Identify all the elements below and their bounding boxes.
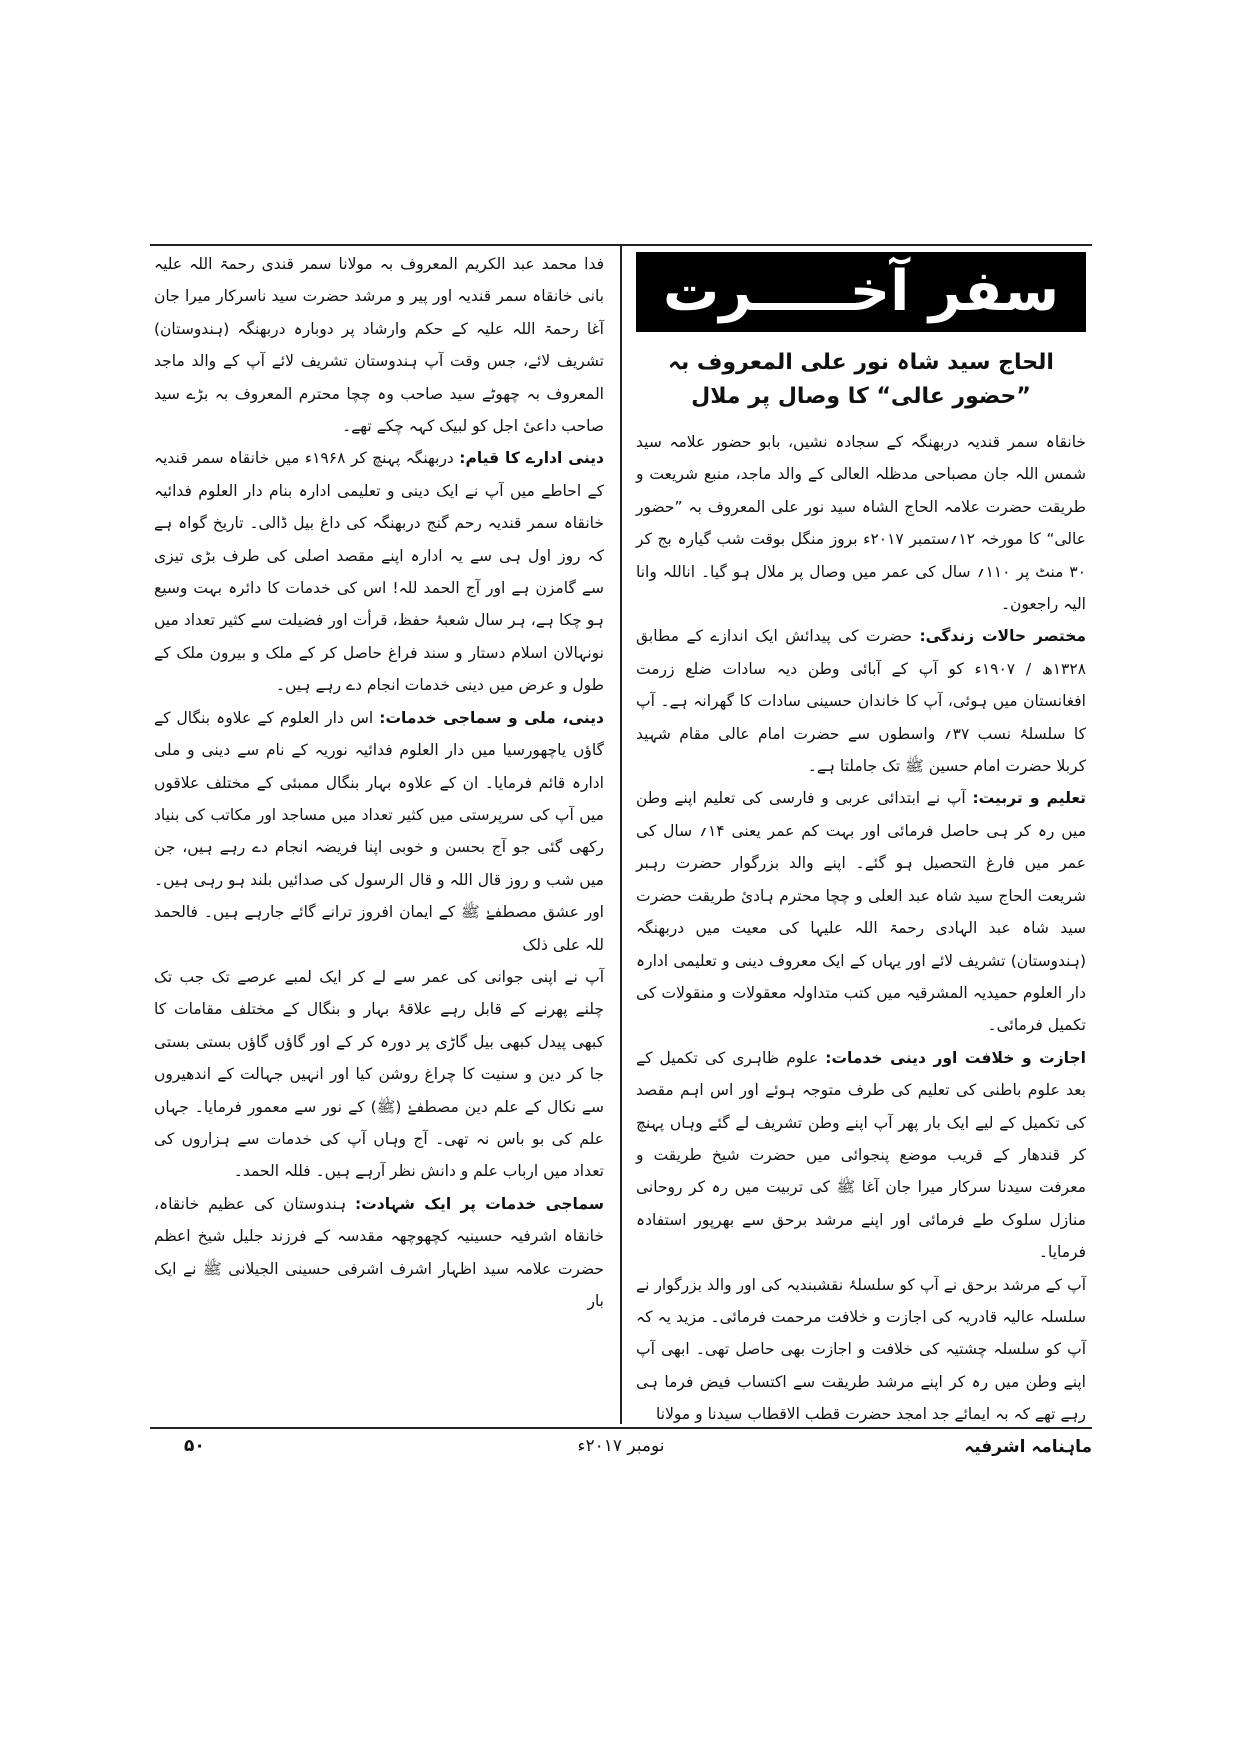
- section-heading: سماجی خدمات پر ایک شہادت:: [355, 1194, 604, 1213]
- paragraph-text: اس دار العلوم کے علاوہ بنگال کے گاؤں یاچھورسیا میں دار العلوم فدائیہ نوریہ کے نام سے دینی و ملی ادارہ قائم فرمایا۔ ان کے علاوہ بہار بنگال ممبئی کے مختلف علاقوں میں آپ کی سرپرستی میں کثیر تعداد میں مساجد اور مکاتب کی بنیاد رکھی گئی جو آج بحسن و خوبی اپنا فریضہ انجام دے رہے ہیں، جن میں شب و روز قال اللہ و قال الرسول کی صدائیں بلند ہو رہی ہیں۔ اور عشق مصطفےٰ ﷺ کے ایمان افروز ترانے گائے جارہے ہیں۔ فالحمد للہ علی ذلک: [154, 708, 604, 954]
- column-divider: [620, 244, 622, 1424]
- article-subtitle: الحاج سید شاہ نور علی المعروف بہ ”حضور عالی“ کا وصال پر ملال: [668, 350, 1054, 409]
- paragraph: [636, 782, 1086, 1041]
- paragraph-text: آپ کے مرشد برحق نے آپ کو سلسلۂ نقشبندیہ کی اور والد بزرگوار نے سلسلہ عالیہ قادریہ کی اجازت و خلافت مرحمت فرمائی۔ مزید یہ کہ آپ کو سلسلہ چشتیہ کی خلافت و اجازت بھی حاصل تھی۔ ابھی آپ اپنے وطن میں رہ کر اپنے مرشد طریقت سے اکتساب فیض فرما ہی رہے تھے کہ بہ ایمائے جد امجد حضرت قطب الاقطاب سیدنا و مولانا: [636, 1275, 1086, 1424]
- page-number: ۵۰: [184, 1436, 205, 1456]
- paragraph: [154, 442, 604, 701]
- paragraph: [636, 1269, 1086, 1431]
- paragraph-text: ہندوستان کی عظیم خانقاہ، خانقاہ اشرفیہ حسینیہ کچھوچھہ مقدسہ کے فرزند جلیل شیخ اعظم حضرت علامہ سید اظہار اشرف اشرفی حسینی الجیلانی ﷺ نے ایک بار: [154, 1194, 604, 1310]
- paragraph-text: فدا محمد عبد الکریم المعروف بہ مولانا سمر قندی رحمۃ اللہ علیہ بانی خانقاہ سمر قندیہ اور پیر و مرشد حضرت سید ناسرکار میرا جان آغا رحمۃ اللہ علیہ کے حکم وارشاد پر دوبارہ دربھنگہ (ہندوستان) تشریف لائے، جس وقت آپ ہندوستان تشریف لائے آپ کے والد ماجد المعروف بہ چھوٹے سید صاحب وہ چچا محترم المعروف بہ بڑے سید صاحب داعیٔ اجل کو لبیک کہہ چکے تھے۔: [154, 255, 604, 436]
- section-heading: اجازت و خلافت اور دینی خدمات:: [825, 1048, 1086, 1067]
- paragraph: [154, 702, 604, 961]
- paragraph: [636, 1042, 1086, 1269]
- paragraph: [154, 248, 604, 442]
- paragraph-text: آپ نے ابتدائی عربی و فارسی کی تعلیم اپنے وطن میں رہ کر ہی حاصل فرمائی اور بہت کم عمر یعنی ۱۴؍ سال کی عمر میں فارغ التحصیل ہو گئے۔ اپنے والد بزرگوار حضرت رہبر شریعت الحاج سید شاہ عبد العلی و چچا محترم ہادیٔ طریقت حضرت سید شاہ عبد الہادی رحمۃ اللہ علیہا کی معیت میں دربھنگہ (ہندوستان) تشریف لائے اور یہاں کے ایک معروف دینی و تعلیمی ادارہ دار العلوم حمیدیہ المشرقیہ میں کتب متداولہ معقولات و منقولات کی تکمیل فرمائی۔: [636, 789, 1086, 1035]
- paragraph: [636, 426, 1086, 620]
- paragraph: [154, 1188, 604, 1318]
- left-column: [154, 248, 604, 1317]
- issue-date: نومبر ۲۰۱۷ء: [577, 1436, 665, 1456]
- paragraph-text: حضرت کی پیدائش ایک اندازے کے مطابق ۱۳۲۸ھ / ۱۹۰۷ء کو آپ کے آبائی وطن دیہ سادات ضلع زرمت افغانستان میں ہوئی، آپ کا خاندان حسینی سادات کا گھرانہ ہے۔ آپ کا سلسلۂ نسب ۳۷؍ واسطوں سے حضرت امام عالی مقام شہید کربلا حضرت امام حسین ﷺ تک جاملتا ہے۔: [636, 627, 1087, 776]
- paragraph: [154, 961, 604, 1188]
- right-column: [636, 248, 1086, 1431]
- paragraph-text: خانقاہ سمر قندیہ دربھنگہ کے سجادہ نشیں، بابو حضور علامہ سید شمس اللہ جان مصباحی مدظلہ العالی کے والد ماجد، منبع شریعت و طریقت حضرت علامہ الحاج الشاہ سید نور علی المعروف بہ ”حضور عالی“ کا مورخہ ۱۲؍ستمبر ۲۰۱۷ء بروز منگل بوقت شب گیارہ بج کر ۳۰ منٹ پر ۱۱۰؍ سال کی عمر میں وصال پر ملال ہو گیا۔ اناللہ وانا الیہ راجعون۔: [636, 433, 1087, 614]
- article-title: سفر آخـــــرت: [636, 252, 1086, 332]
- paragraph-text: آپ نے اپنی جوانی کی عمر سے لے کر ایک لمبے عرصے تک جب تک چلنے پھرنے کے قابل رہے علاقۂ بہار و بنگال کے مختلف مقامات کا کبھی پیدل کبھی بیل گاڑی پر دورہ کر کے اور گاؤں گاؤں بستی بستی جا کر دین و سنیت کا چراغ روشن کیا اور انہیں جہالت کے اندھیروں سے نکال کے علم دین مصطفےٰ (ﷺ) کے نور سے معمور فرمایا۔ جہاں علم کی بو باس نہ تھی۔ آج وہاں آپ کی خدمات سے ہزاروں کی تعداد میں ارباب علم و دانش نظر آرہے ہیں۔ فللہ الحمد۔: [154, 967, 604, 1181]
- section-heading: مختصر حالات زندگی:: [919, 627, 1086, 646]
- paragraph-text: دربھنگہ پہنچ کر ۱۹۶۸ء میں خانقاہ سمر قندیہ کے احاطے میں آپ نے ایک دینی و تعلیمی ادارہ بنام دار العلوم فدائیہ خانقاہ سمر قندیہ رحم گنج دربھنگہ کی داغ بیل ڈالی۔ تاریخ گواہ ہے کہ روز اول ہی سے یہ ادارہ اپنے مقصد اصلی کی طرف بڑی تیزی سے گامزن ہے اور آج الحمد للہ! اس کی خدمات کا دائرہ بہت وسیع ہو چکا ہے، ہر سال شعبۂ حفظ، قرأت اور فضیلت سے کثیر تعداد میں نونہالان اسلام دستار و سند فراغ حاصل کر کے ملک و بیرون ملک کے طول و عرض میں دینی خدمات انجام دے رہے ہیں۔: [154, 449, 604, 695]
- magazine-name: ماہنامہ اشرفیہ: [964, 1437, 1092, 1457]
- section-heading: تعلیم و تربیت:: [972, 789, 1087, 808]
- page-footer: [150, 1436, 1092, 1466]
- paragraph-text: علوم ظاہری کی تکمیل کے بعد علوم باطنی کی تعلیم کی طرف متوجہ ہوئے اور اس اہم مقصد کی تکمیل کے لیے ایک بار پھر آپ اپنے وطن تشریف لے گئے وہاں پہنچ کر قندھار کے قریب موضع پنجوائی میں حضرت شیخ طریقت و معرفت سیدنا سرکار میرا جان آغا ﷺ کی تربیت میں رہ کر روحانی منازل سلوک طے فرمائی اور اپنے مرشد برحق سے بھرپور استفادہ فرمایا۔: [636, 1048, 1086, 1262]
- paragraph: [636, 620, 1086, 782]
- section-heading: دینی، ملی و سماجی خدمات:: [379, 708, 604, 727]
- section-heading: دینی ادارے کا قیام:: [459, 449, 604, 468]
